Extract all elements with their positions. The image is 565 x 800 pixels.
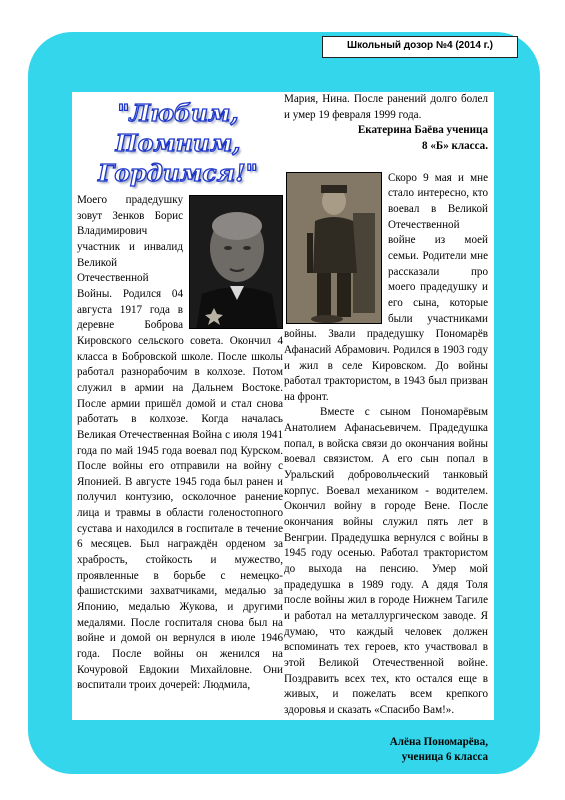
signature-katerina-class: 8 «Б» класса. — [422, 139, 488, 152]
left-column — [77, 193, 283, 694]
portrait-photo-veteran — [189, 195, 283, 329]
signature-katerina-name: Екатерина Баёва ученица — [357, 124, 488, 137]
newsletter-header — [322, 36, 518, 58]
header-text: Школьный дозор №4 (2014 г.) — [347, 40, 493, 51]
article-page — [72, 92, 494, 764]
signature-alena-name: Алёна Пономарёва, — [389, 735, 488, 748]
continuation-text: Мария, Нина. После ранений долго болел и умер 19 февраля 1999 года. — [284, 93, 488, 121]
heading-line-3: Гордимся!" — [98, 159, 258, 187]
signature-alena-class: ученица 6 класса — [401, 751, 488, 764]
heading-line-1: "Любим, — [117, 99, 239, 127]
right-column — [284, 92, 488, 766]
right-paragraph-1: Скоро 9 мая и мне стало интересно, кто воевал в Великой Отечественной войне из моей семьи. Родители мне рассказали про моего прадедушку и его сына, которые были участниками войны. Звали прадедушку Пономарёв Афанасий Абрамович. Родился в 1903 году и жил в селе Кировском. До войны работал трактористом, в 1943 был призван на фронт. — [284, 171, 488, 403]
photo-portrait-icon — [190, 196, 283, 329]
heading-line-2: Помним, — [115, 129, 241, 157]
left-paragraph: Моего прадедушку зовут Зенков Борис Владимирович участник и инвалид Великой Отечественной Войны. Родился 04 августа 1917 года в деревне Боброва Кировского сельского совета. Окончил 4 класса в Бобровской школе. После школы работал разнорабочим в колхозе. Потом служил в армии на Дальнем Востоке. После армии пришёл домой и стал снова работать в колхозе. Когда началась Великая Отечественная Война с июля 1941 года по май 1945 года воевал под Курском. После войны его отправили на войну с Японией. В августе 1945 года был ранен и получил контузию, осколочное ранение лица и травмы в области голеностопного сустава и находился в госпитале в течение 6 месяцев. Был награждён орденом за храбрость, стойкость и мужество, проявленные в борьбе с немецко-фашистскими захватчиками, медалью за Японию, медалью Жукова, и другими медалями. После госпиталя снова был на войне и домой он вернулся в июле 1946 года. После войны он женился на Кочуровой Евдокии Михайловне. Они воспитали троих дочерей: Людмила, — [77, 194, 283, 692]
article-heading — [78, 98, 278, 188]
portrait-photo-soldier — [286, 172, 382, 324]
photo-soldier-icon — [287, 173, 382, 324]
right-paragraph-2: Вместе с сыном Пономарёвым Анатолием Афанасьевичем. Прадедушка попал, в войска связи до окончания войны воевал связистом. А его сын попал в Уральский добровольческий танковый корпус. Воевал механиком - водителем. Окончил войну в городе Вене. После окончания войны служил пять лет в Венгрии. Прадедушка вернулся с войны в 1945 году осенью. Работал трактористом до выхода на пенсию. Умер мой прадедушка в 1989 году. А дядя Толя после войны жил в городе Нижнем Тагиле и работал на металлургическом заводе. Я думаю, что каждый человек должен вспоминать тех героев, кто участвовал в этой Великой Отечественной войне. Поздравить всех тех, кто остался еще в живых, и пожелать всем крепкого здоровья и сказать «Спасибо Вам!». — [284, 406, 488, 716]
